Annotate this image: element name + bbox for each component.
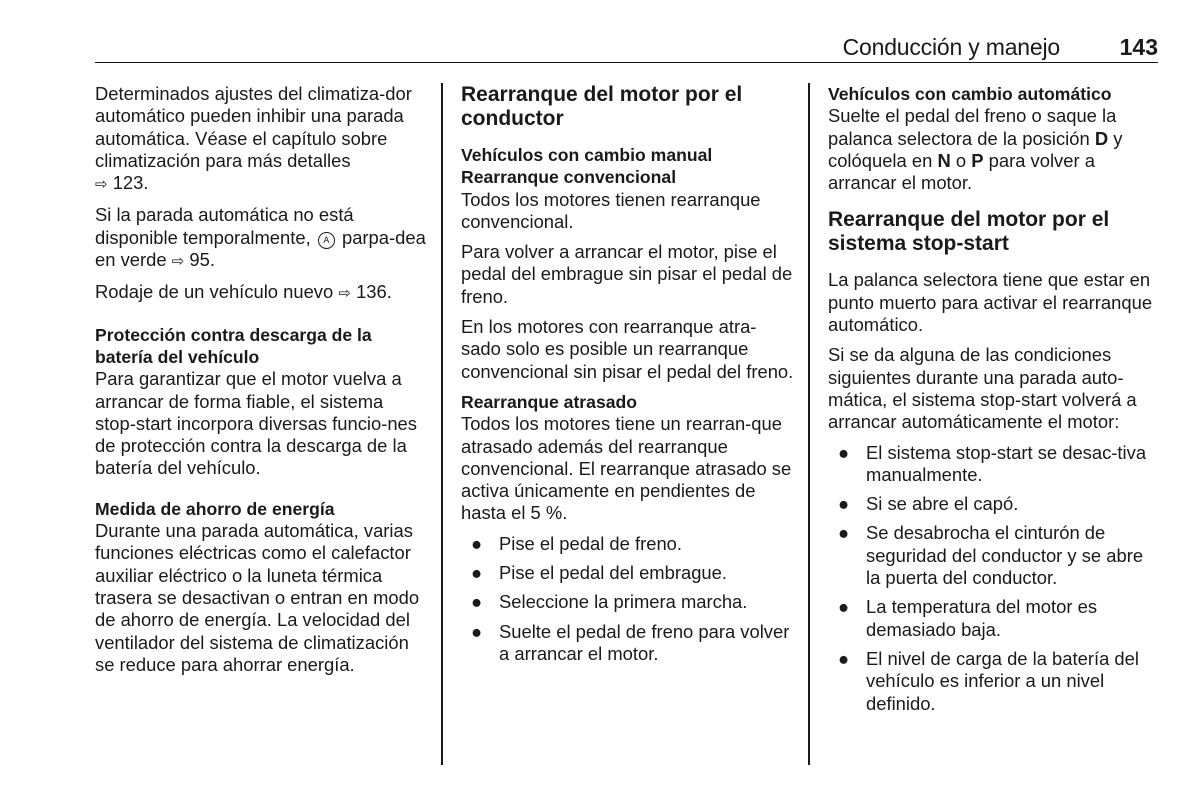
paragraph: Durante una parada automática, varias funciones eléctricas como el calefactor auxiliar eléctrico o la luneta térmica trasera se desactivan o entran en modo de ahorro de energía. La velocidad del ventilador del sistema de climatización se reduce para ahorrar energía. bbox=[95, 520, 420, 675]
subheading: Rearranque atrasado bbox=[461, 391, 638, 412]
paragraph: Suelte el pedal del freno o saque la palanca selectora de la posición D y colóquela en N o P para volver a arrancar el motor. bbox=[828, 105, 1123, 194]
paragraph: Todos los motores tienen rearranque convencional. bbox=[461, 188, 761, 232]
bullet-icon: ● bbox=[471, 620, 483, 642]
page-reference-arrow-icon: ⇨ bbox=[171, 253, 185, 271]
page-reference-arrow-icon: ⇨ bbox=[95, 176, 108, 194]
paragraph: Para volver a arrancar el motor, pise el pedal del embrague sin pisar el pedal de freno. bbox=[461, 241, 793, 307]
list-item: ● El sistema stop-start se desac-tiva manualmente. bbox=[838, 441, 1147, 485]
subheading: Vehículos con cambio manual bbox=[461, 145, 713, 165]
paragraph: Determinados ajustes del climatiza-dor automático pueden inhibir una parada automática. Véase el capítulo sobre climatización para más detalles ⇨ 123. bbox=[95, 83, 427, 196]
bullet-icon: ● bbox=[838, 441, 850, 463]
page-reference-arrow-icon: ⇨ bbox=[338, 285, 351, 303]
column-divider bbox=[808, 83, 810, 765]
list-item: ● Pise el pedal del embrague. bbox=[471, 562, 727, 584]
section-heading: Rearranque del motor por el sistema stop-start bbox=[828, 208, 1110, 256]
subheading: Rearranque convencional bbox=[461, 167, 677, 188]
bullet-icon: ● bbox=[471, 562, 483, 584]
auto-stop-icon: A bbox=[318, 232, 335, 249]
page-number: 143 bbox=[1119, 34, 1158, 60]
column-1 bbox=[95, 83, 427, 684]
gear-position-label: D bbox=[1094, 127, 1109, 149]
column-divider bbox=[441, 83, 443, 765]
list-item: ● La temperatura del motor es demasiado baja. bbox=[838, 596, 1098, 640]
paragraph: En los motores con rearranque atra-sado solo es posible un rearranque convencional sin pisar el pedal del freno. bbox=[461, 316, 794, 382]
subheading: Vehículos con cambio automático bbox=[828, 84, 1112, 104]
section-title: Conducción y manejo bbox=[842, 34, 1060, 60]
list-item: ● Pise el pedal de freno. bbox=[471, 532, 683, 554]
bullet-icon: ● bbox=[838, 522, 850, 544]
bullet-icon: ● bbox=[471, 532, 483, 554]
bullet-icon: ● bbox=[838, 493, 850, 515]
paragraph: Para garantizar que el motor vuelva a arrancar de forma fiable, el sistema stop-start incorpora diversas funcio-nes de protección contra la descarga de la batería del vehículo. bbox=[95, 368, 417, 479]
paragraph: Si se da alguna de las condiciones siguientes durante una parada auto-mática, el sistema stop-start volverá a arrancar automáticamente el motor: bbox=[828, 344, 1137, 433]
gear-position-label: N bbox=[937, 149, 951, 171]
list-item: ● El nivel de carga de la batería del vehículo es inferior a un nivel definido. bbox=[838, 647, 1139, 714]
column-3 bbox=[828, 83, 1158, 722]
bullet-icon: ● bbox=[838, 647, 850, 669]
paragraph: La palanca selectora tiene que estar en punto muerto para activar el rearranque automático. bbox=[828, 269, 1153, 336]
list-item: ● Se desabrocha el cinturón de seguridad del conductor y se abre la puerta del conductor. bbox=[838, 522, 1144, 589]
gear-position-label: P bbox=[971, 149, 984, 171]
subheading: Medida de ahorro de energía bbox=[95, 498, 335, 519]
column-2 bbox=[461, 83, 794, 672]
page-header bbox=[95, 28, 1158, 63]
list-item: ● Suelte el pedal de freno para volver a arrancar el motor. bbox=[471, 620, 790, 664]
paragraph: Rodaje de un vehículo nuevo ⇨ 136. bbox=[95, 281, 427, 305]
paragraph: Todos los motores tiene un rearran-que atrasado además del rearranque convencional. El rearranque atrasado se activa únicamente en pendientes de hasta el 5 %. bbox=[461, 413, 792, 524]
bullet-icon: ● bbox=[471, 591, 483, 613]
page-reference: 123. bbox=[112, 172, 149, 194]
page-reference: 136. bbox=[356, 281, 392, 303]
list-item: ● Si se abre el capó. bbox=[838, 493, 1019, 515]
paragraph: Si la parada automática no está disponible temporalmente, A parpa-dea en verde ⇨ 95. bbox=[95, 204, 427, 273]
subheading: Protección contra descarga de la batería del vehículo bbox=[95, 324, 372, 367]
page-reference: 95. bbox=[189, 249, 215, 271]
section-heading: Rearranque del motor por el conductor bbox=[461, 83, 743, 130]
bullet-icon: ● bbox=[838, 596, 850, 618]
list-item: ● Seleccione la primera marcha. bbox=[471, 591, 748, 613]
conditions-list bbox=[828, 442, 1158, 715]
steps-list bbox=[461, 533, 794, 665]
